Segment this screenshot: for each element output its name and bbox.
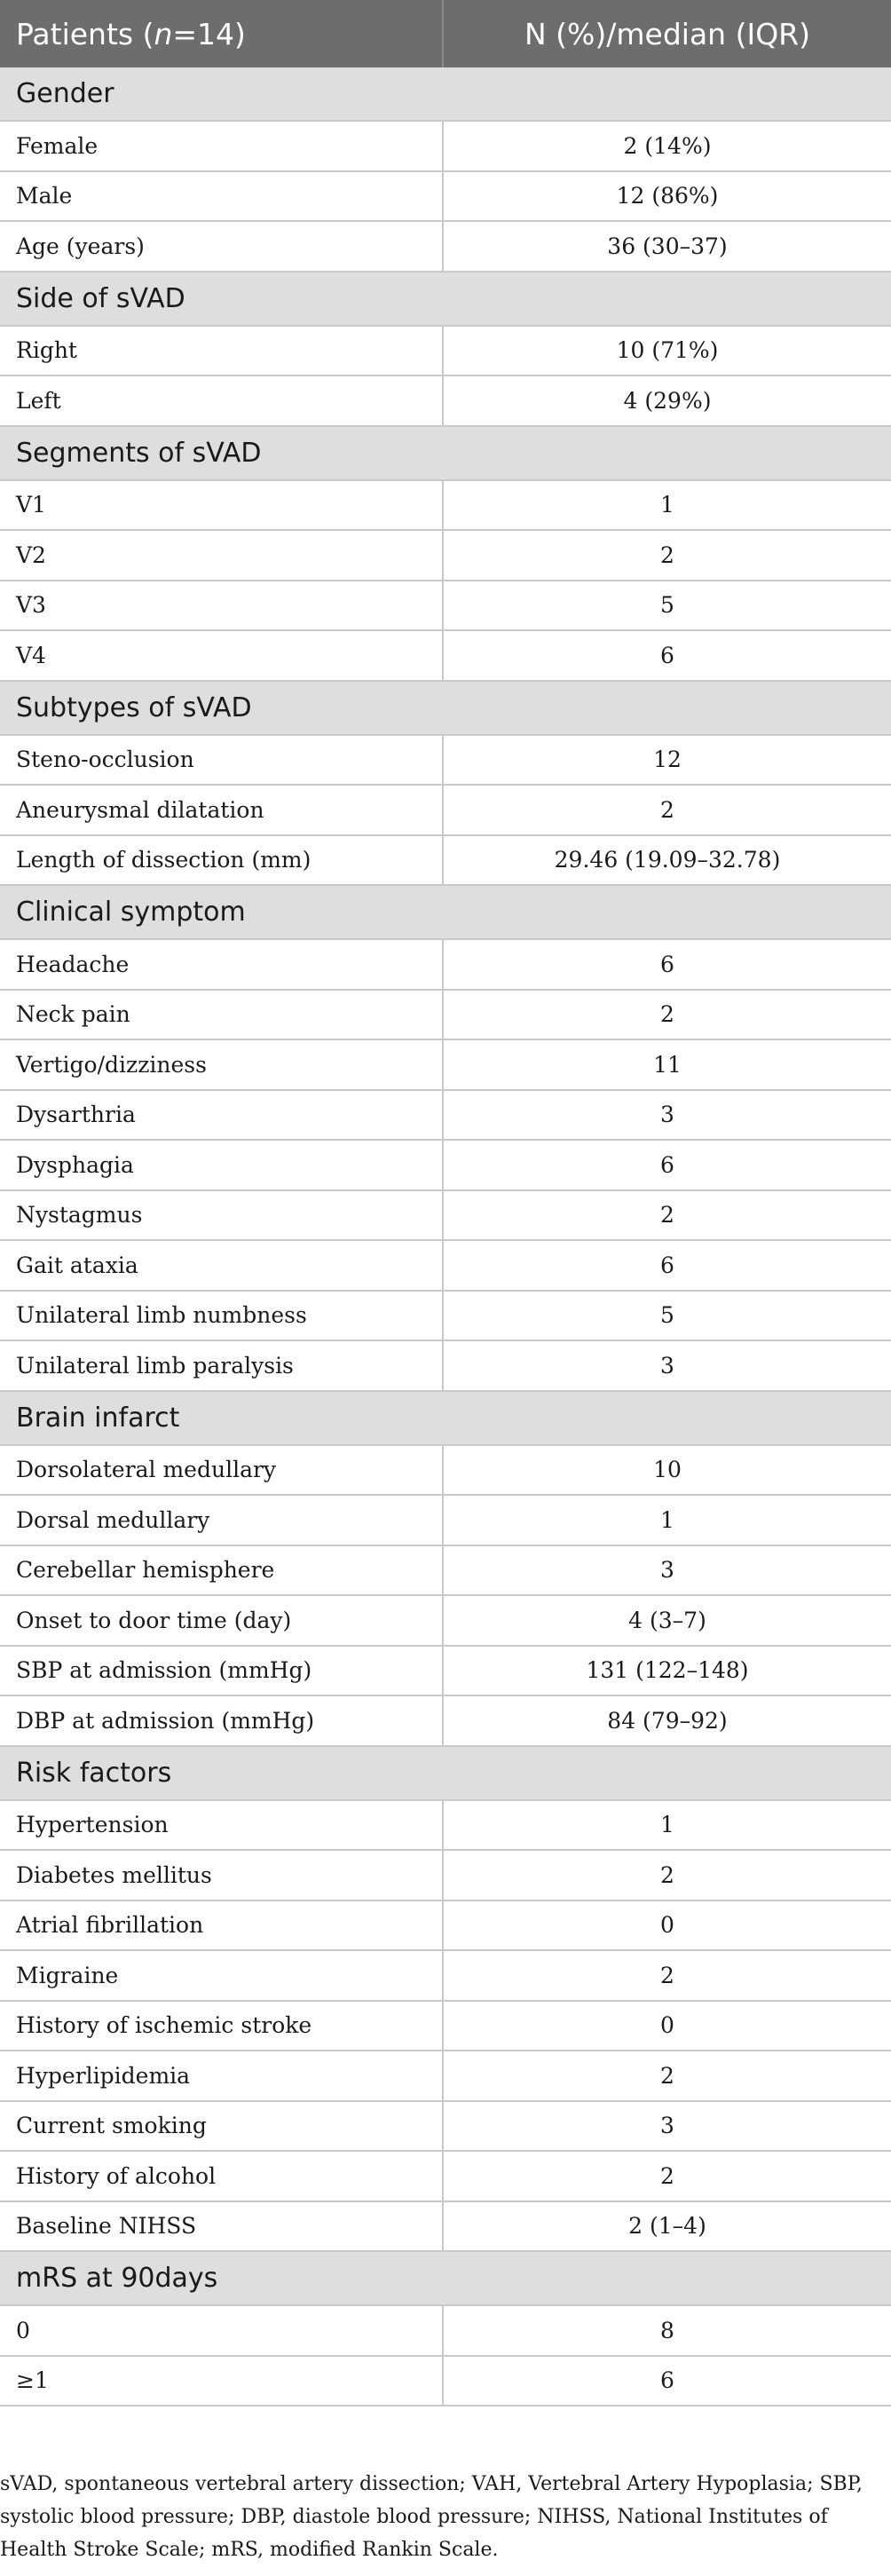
table-row xyxy=(0,122,891,172)
table-header xyxy=(0,0,891,67)
row-label: Length of dissection (mm) xyxy=(0,836,444,885)
table-row xyxy=(0,1901,891,1952)
row-value: 10 (71%) xyxy=(616,337,719,364)
row-label: Left xyxy=(0,376,444,425)
row-value: 2 xyxy=(660,1202,674,1229)
row-label: Male xyxy=(0,172,444,221)
row-label: Steno-occlusion xyxy=(0,736,444,785)
row-label: Hyperlipidemia xyxy=(0,2051,444,2100)
row-value: 6 xyxy=(660,2367,674,2394)
section-header: Brain infarct xyxy=(0,1392,891,1446)
table-row xyxy=(0,1446,891,1497)
row-label: V4 xyxy=(0,631,444,680)
table-row xyxy=(0,172,891,223)
row-label: Migraine xyxy=(0,1951,444,2000)
table-row xyxy=(0,1191,891,1242)
table-row xyxy=(0,327,891,377)
table-row xyxy=(0,1091,891,1142)
header-patients xyxy=(0,0,444,67)
row-label: Female xyxy=(0,122,444,170)
table-row xyxy=(0,1241,891,1292)
table-row xyxy=(0,1801,891,1852)
row-value: 3 xyxy=(660,1102,674,1128)
row-value: 6 xyxy=(660,951,674,977)
row-value: 6 xyxy=(660,1252,674,1278)
table-row xyxy=(0,481,891,532)
table-footnote: sVAD, spontaneous vertebral artery dissection; VAH, Vertebral Artery Hypoplasia; SBP, systolic blood pressure; DBP, diastole blood pressure; NIHSS, National Institutes of Health Stroke Scale; mRS, modified Rankin Scale. xyxy=(0,2473,863,2561)
row-label: Cerebellar hemisphere xyxy=(0,1546,444,1595)
table-row xyxy=(0,1596,891,1647)
row-value: 2 xyxy=(660,1861,674,1888)
section-header: Side of sVAD xyxy=(0,273,891,327)
table-row xyxy=(0,376,891,427)
row-label: Current smoking xyxy=(0,2102,444,2151)
table-row xyxy=(0,991,891,1041)
section-header: mRS at 90days xyxy=(0,2252,891,2306)
row-value: 2 xyxy=(660,1962,674,1988)
row-value: 2 xyxy=(660,2062,674,2089)
table-row xyxy=(0,836,891,887)
table-row xyxy=(0,1546,891,1597)
row-value: 5 xyxy=(660,592,674,619)
header-patients-prefix: Patients ( xyxy=(16,16,154,51)
row-label: SBP at admission (mmHg) xyxy=(0,1647,444,1695)
row-label: Dysarthria xyxy=(0,1091,444,1140)
row-value: 12 xyxy=(653,747,682,773)
row-label: History of ischemic stroke xyxy=(0,2002,444,2051)
header-patients-suffix: =14) xyxy=(172,16,246,51)
table-row xyxy=(0,2152,891,2202)
row-label: Neck pain xyxy=(0,991,444,1039)
row-value: 2 (14%) xyxy=(623,132,712,159)
row-value: 5 xyxy=(660,1302,674,1329)
table-row xyxy=(0,1647,891,1697)
row-label: V2 xyxy=(0,531,444,580)
row-label: Dorsolateral medullary xyxy=(0,1446,444,1495)
table-row xyxy=(0,2002,891,2052)
row-value: 1 xyxy=(660,492,674,518)
section-header: Segments of sVAD xyxy=(0,427,891,481)
table-row xyxy=(0,2306,891,2357)
section-header: Clinical symptom xyxy=(0,886,891,940)
table-row xyxy=(0,1141,891,1191)
row-value: 3 xyxy=(660,1352,674,1379)
row-value: 36 (30–37) xyxy=(607,233,728,259)
row-label: Right xyxy=(0,327,444,375)
row-value: 1 xyxy=(660,1812,674,1838)
row-value: 3 xyxy=(660,1557,674,1584)
row-label: Headache xyxy=(0,940,444,989)
section-header: Subtypes of sVAD xyxy=(0,682,891,736)
row-label: Onset to door time (day) xyxy=(0,1596,444,1645)
row-label: 0 xyxy=(0,2306,444,2355)
table-row xyxy=(0,736,891,786)
row-value: 29.46 (19.09–32.78) xyxy=(554,847,781,873)
table-row xyxy=(0,2357,891,2407)
row-value: 2 xyxy=(660,2162,674,2189)
row-label: Unilateral limb numbness xyxy=(0,1292,444,1340)
row-value: 4 (29%) xyxy=(623,387,712,414)
row-value: 2 (1–4) xyxy=(628,2213,706,2240)
section-header: Risk factors xyxy=(0,1747,891,1801)
row-value: 11 xyxy=(653,1051,682,1078)
table-body xyxy=(0,67,891,2406)
row-label: Aneurysmal dilatation xyxy=(0,786,444,834)
row-label: Gait ataxia xyxy=(0,1241,444,1290)
row-label: Atrial fibrillation xyxy=(0,1901,444,1950)
row-label: Nystagmus xyxy=(0,1191,444,1240)
row-value: 0 xyxy=(660,2012,674,2039)
row-value: 2 xyxy=(660,796,674,823)
table-row xyxy=(0,1040,891,1091)
row-value: 2 xyxy=(660,1001,674,1028)
table-row xyxy=(0,1696,891,1747)
row-label: Baseline NIHSS xyxy=(0,2202,444,2251)
row-label: Hypertension xyxy=(0,1801,444,1850)
section-header: Gender xyxy=(0,67,891,122)
row-value: 8 xyxy=(660,2317,674,2343)
row-value: 131 (122–148) xyxy=(586,1657,749,1684)
row-value: 1 xyxy=(660,1506,674,1533)
table-row xyxy=(0,2102,891,2153)
table-row xyxy=(0,2202,891,2253)
row-label: DBP at admission (mmHg) xyxy=(0,1696,444,1745)
row-label: Vertigo/dizziness xyxy=(0,1040,444,1089)
row-label: Age (years) xyxy=(0,222,444,271)
row-label: V3 xyxy=(0,581,444,630)
table-row xyxy=(0,1496,891,1546)
table-row xyxy=(0,1851,891,1901)
row-value: 6 xyxy=(660,1151,674,1178)
row-value: 0 xyxy=(660,1912,674,1939)
table-row xyxy=(0,1341,891,1392)
table-row xyxy=(0,581,891,632)
row-label: ≥1 xyxy=(0,2357,444,2406)
header-patients-n: n xyxy=(154,16,173,51)
row-label: History of alcohol xyxy=(0,2152,444,2201)
header-value: N (%)/median (IQR) xyxy=(524,16,810,51)
row-value: 6 xyxy=(660,642,674,668)
table-row xyxy=(0,2051,891,2102)
row-value: 3 xyxy=(660,2113,674,2139)
table-row xyxy=(0,940,891,991)
table-row xyxy=(0,631,891,682)
row-label: Dysphagia xyxy=(0,1141,444,1189)
row-value: 10 xyxy=(653,1457,682,1483)
row-label: Diabetes mellitus xyxy=(0,1851,444,1900)
row-value: 84 (79–92) xyxy=(607,1707,728,1734)
table-row xyxy=(0,222,891,273)
row-label: Dorsal medullary xyxy=(0,1496,444,1545)
row-label: V1 xyxy=(0,481,444,530)
row-label: Unilateral limb paralysis xyxy=(0,1341,444,1390)
row-value: 4 (3–7) xyxy=(628,1607,706,1633)
table-row xyxy=(0,786,891,836)
table-row xyxy=(0,1951,891,2002)
row-value: 2 xyxy=(660,541,674,568)
table-row xyxy=(0,531,891,581)
table-row xyxy=(0,1292,891,1342)
row-value: 12 (86%) xyxy=(616,183,719,209)
